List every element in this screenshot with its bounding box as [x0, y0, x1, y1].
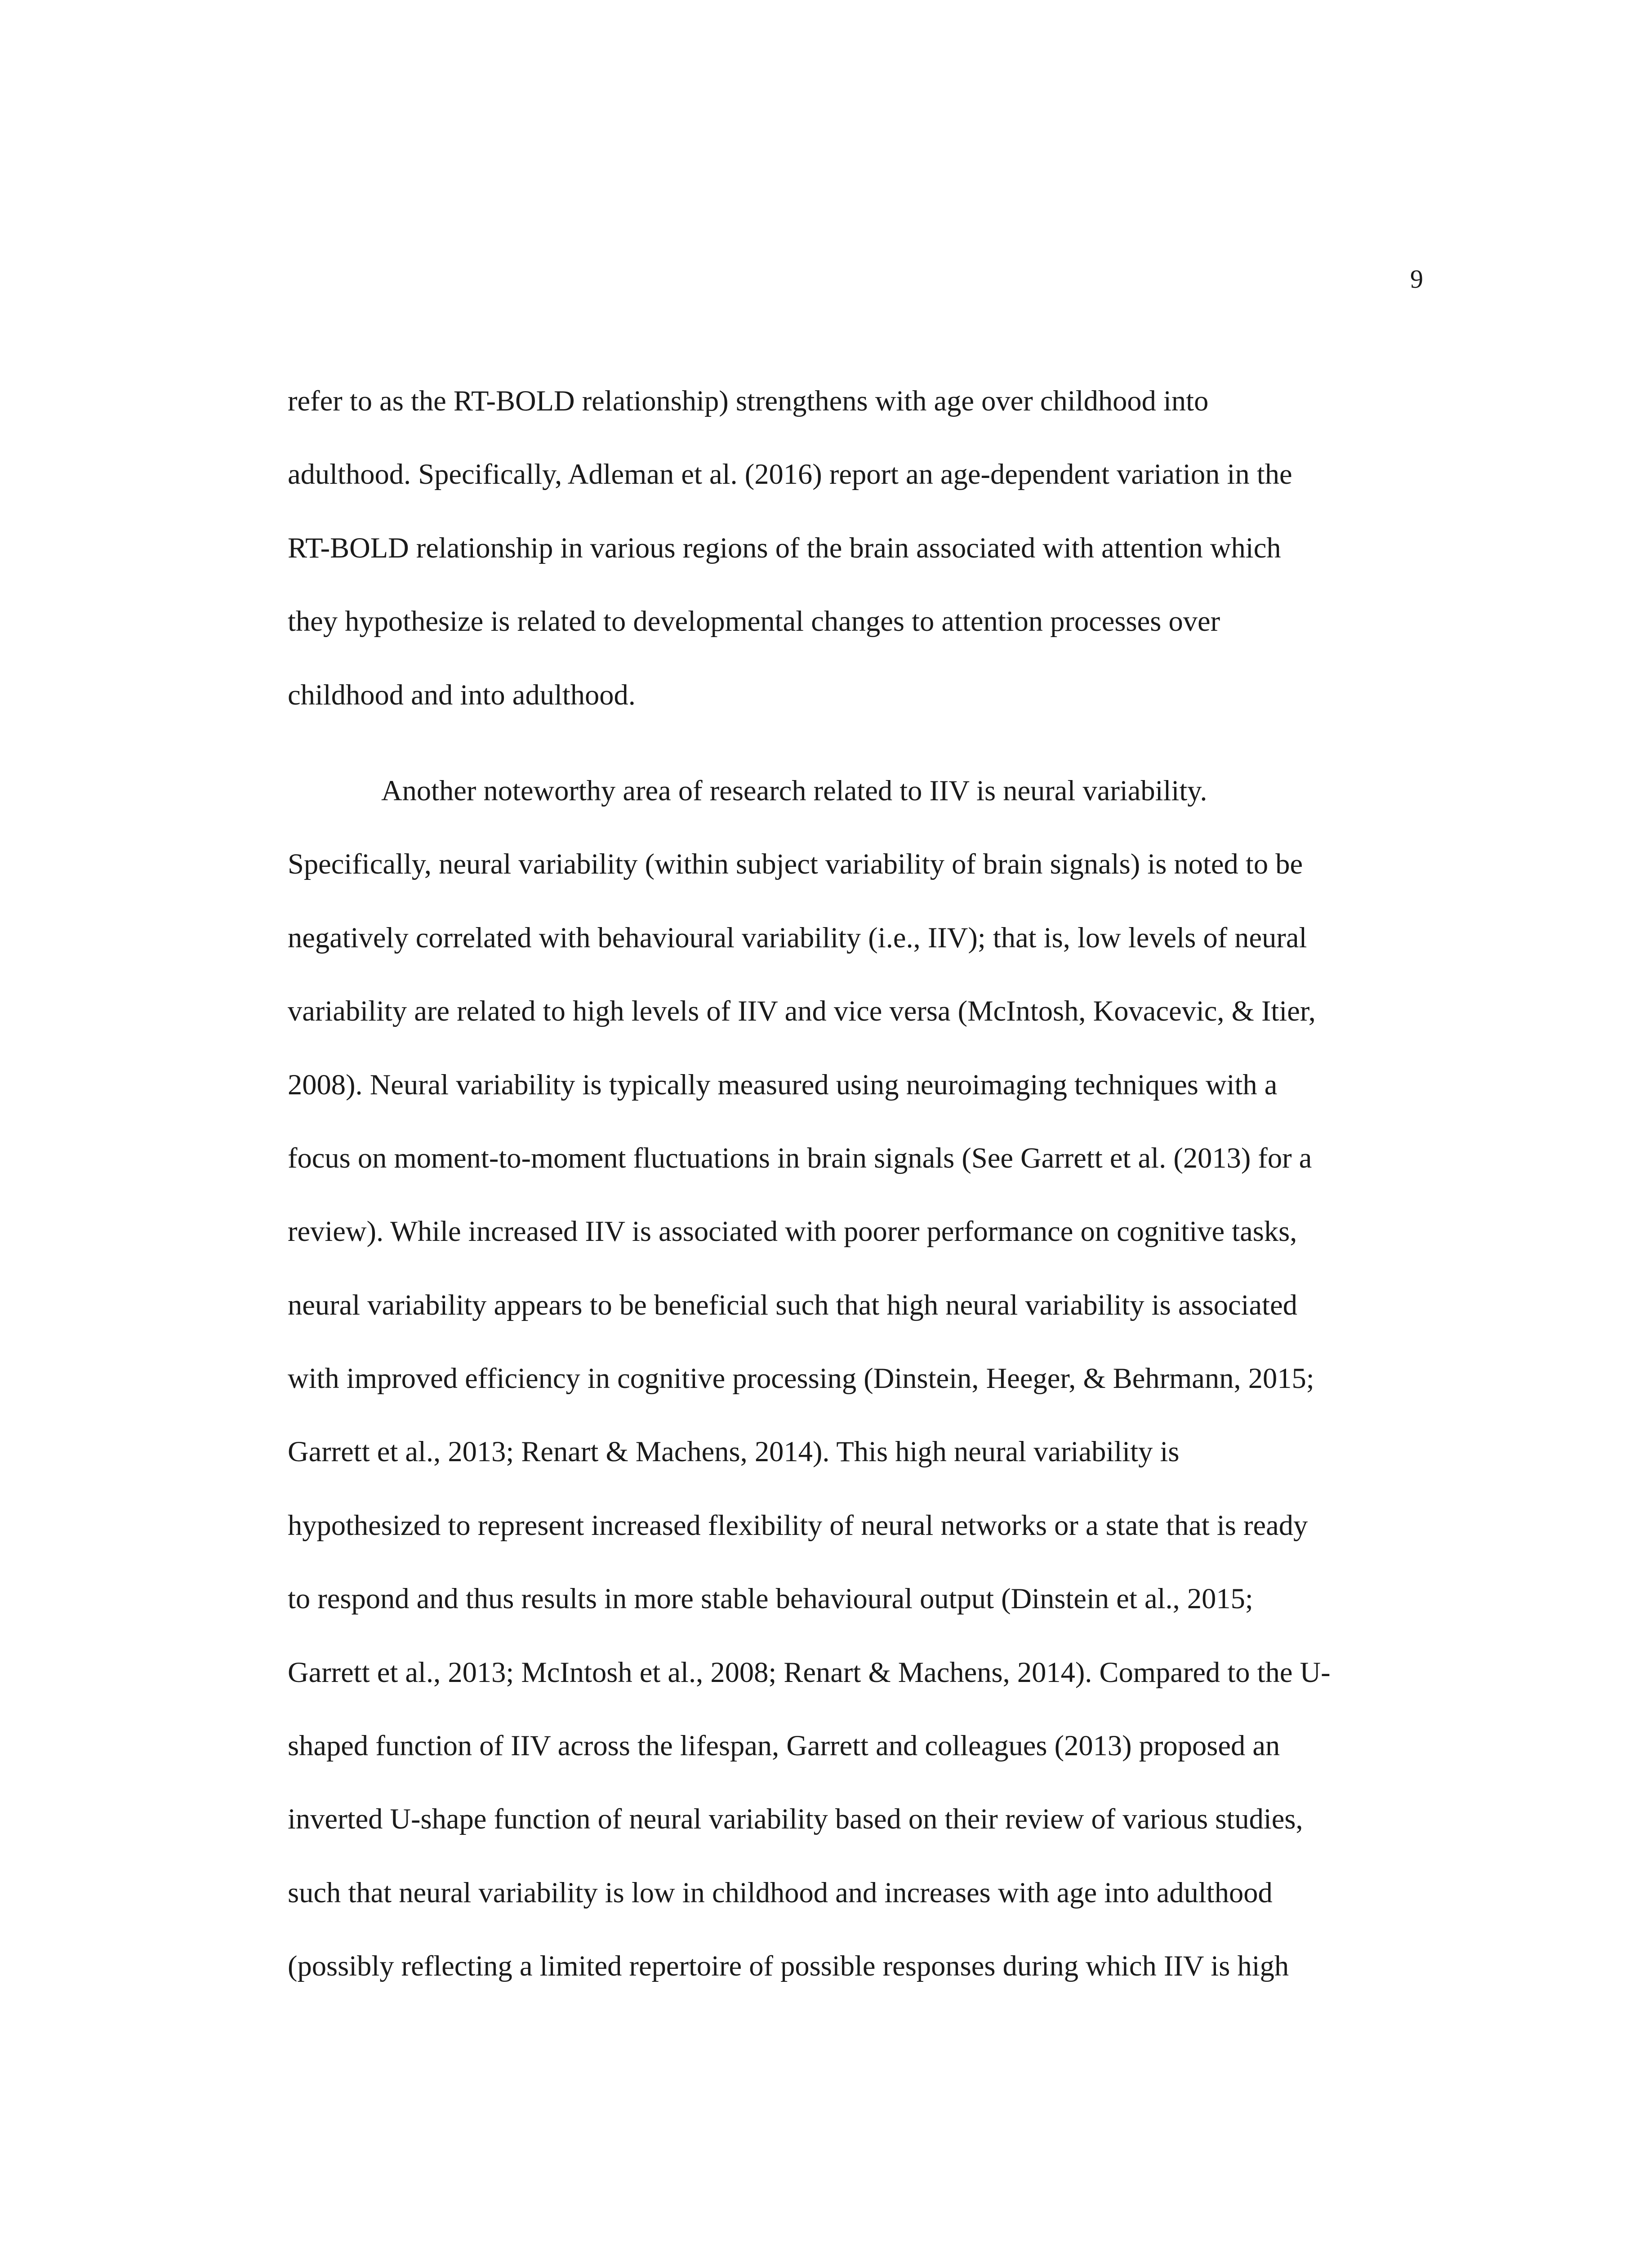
text-line: shaped function of IIV across the lifespan, Garrett and colleagues (2013) proposed an [288, 1730, 1280, 1762]
text-line: variability are related to high levels of IIV and vice versa (McIntosh, Kovacevic, & Itier, [288, 995, 1316, 1027]
text-line: Garrett et al., 2013; McIntosh et al., 2008; Renart & Machens, 2014). Compared to the U- [288, 1656, 1331, 1688]
paragraph [288, 754, 1438, 2003]
text-line: focus on moment-to-moment fluctuations in brain signals (See Garrett et al. (2013) for a [288, 1142, 1312, 1174]
text-line: adulthood. Specifically, Adleman et al. (2016) report an age-dependent variation in the [288, 458, 1292, 491]
text-line: such that neural variability is low in childhood and increases with age into adulthood [288, 1876, 1273, 1909]
text-line: review). While increased IIV is associated with poorer performance on cognitive tasks, [288, 1215, 1297, 1248]
text-line: with improved efficiency in cognitive processing (Dinstein, Heeger, & Behrmann, 2015; [288, 1362, 1314, 1395]
text-line: inverted U-shape function of neural variability based on their review of various studies, [288, 1803, 1303, 1835]
text-line: childhood and into adulthood. [288, 678, 636, 711]
text-line: neural variability appears to be beneficial such that high neural variability is associated [288, 1289, 1297, 1321]
page-number: 9 [1410, 264, 1423, 294]
text-line: RT-BOLD relationship in various regions of the brain associated with attention which [288, 531, 1281, 564]
paragraph-spacer [288, 731, 1438, 754]
text-line: to respond and thus results in more stable behavioural output (Dinstein et al., 2015; [288, 1583, 1253, 1615]
paragraph [288, 364, 1438, 731]
text-line: they hypothesize is related to developmental changes to attention processes over [288, 605, 1220, 638]
body-text [288, 364, 1438, 2003]
text-line: Another noteworthy area of research related to IIV is neural variability. [381, 774, 1207, 807]
text-line: negatively correlated with behavioural variability (i.e., IIV); that is, low levels of neural [288, 921, 1307, 954]
text-line: hypothesized to represent increased flexibility of neural networks or a state that is ready [288, 1509, 1308, 1541]
text-line: Specifically, neural variability (within subject variability of brain signals) is noted to be [288, 848, 1303, 880]
text-line: Garrett et al., 2013; Renart & Machens, 2014). This high neural variability is [288, 1436, 1180, 1468]
text-line: 2008). Neural variability is typically measured using neuroimaging techniques with a [288, 1068, 1278, 1101]
text-line: (possibly reflecting a limited repertoire of possible responses during which IIV is high [288, 1950, 1289, 1982]
text-line: refer to as the RT-BOLD relationship) strengthens with age over childhood into [288, 385, 1209, 417]
